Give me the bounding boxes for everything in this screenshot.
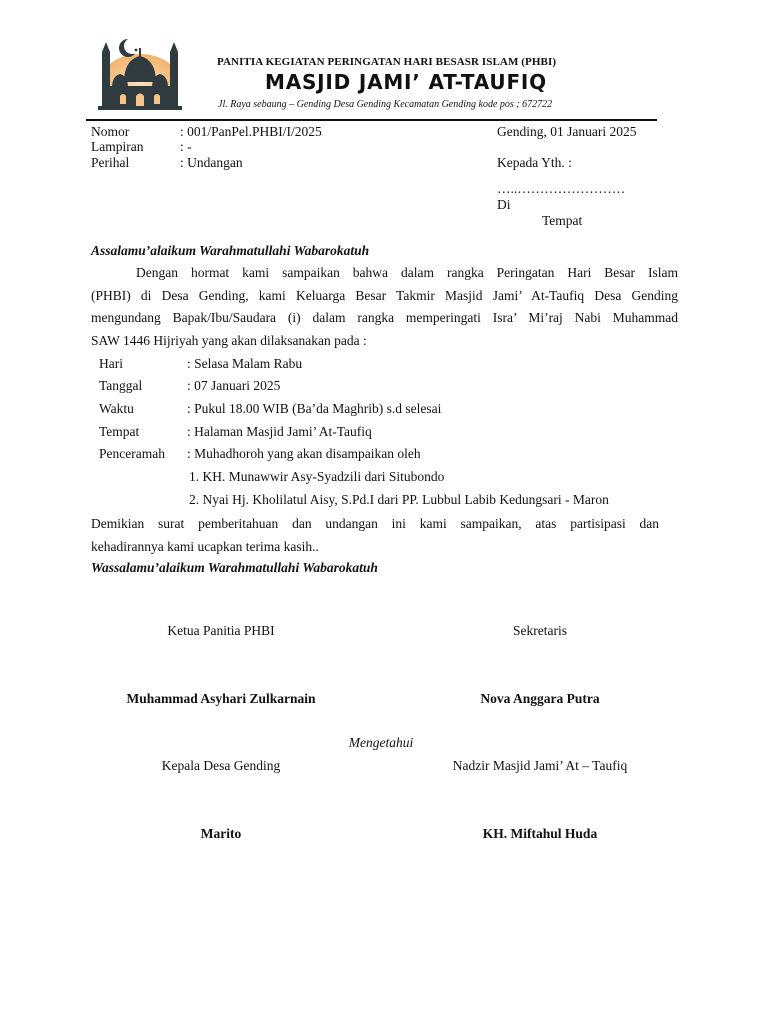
kades-title: Kepala Desa Gending bbox=[161, 758, 281, 773]
mosque-name: MASJID JAMI’ AT-TAUFIQ bbox=[265, 70, 547, 94]
mosque-logo-icon bbox=[92, 36, 188, 112]
perihal-label: Perihal bbox=[91, 155, 130, 170]
ketua-title: Ketua Panitia PHBI bbox=[167, 623, 275, 638]
kepada-label: Kepada Yth. : bbox=[497, 155, 572, 170]
nomor-value: : 001/PanPel.PHBI/I/2025 bbox=[180, 124, 322, 139]
sekretaris-title: Sekretaris bbox=[513, 623, 567, 638]
speaker-item: 1. KH. Munawwir Asy-Syadzili dari Situbondo bbox=[189, 469, 445, 484]
detail-label-hari: Hari bbox=[99, 356, 123, 371]
intro-line: Dengan hormat kami sampaikan bahwa dalam rangka Peringatan Hari Besar Islam bbox=[136, 265, 678, 280]
closing-line: Demikian surat pemberitahuan dan undangan ini kami sampaikan, atas partisipasi dan bbox=[91, 516, 659, 531]
intro-paragraph bbox=[91, 262, 678, 353]
closing-paragraph bbox=[91, 513, 659, 558]
detail-label-tanggal: Tanggal bbox=[99, 378, 143, 393]
detail-value-waktu: : Pukul 18.00 WIB (Ba’da Maghrib) s.d selesai bbox=[187, 401, 442, 416]
detail-value-penceramah: : Muhadhoroh yang akan disampaikan oleh bbox=[187, 446, 421, 461]
lampiran-value: : - bbox=[180, 139, 192, 154]
nadzir-title: Nadzir Masjid Jami’ At – Taufiq bbox=[452, 758, 628, 773]
closing-line: kehadirannya kami ucapkan terima kasih.. bbox=[91, 538, 319, 554]
recipient-dots: …..…………………… bbox=[497, 181, 626, 196]
greeting: Assalamu’alaikum Warahmatullahi Wabarokatuh bbox=[91, 243, 370, 258]
tempat-label: Tempat bbox=[542, 213, 583, 228]
organizer-title: PANITIA KEGIATAN PERINGATAN HARI BESASR ISLAM (PHBI) bbox=[217, 56, 557, 68]
intro-line: SAW 1446 Hijriyah yang akan dilaksanakan pada : bbox=[91, 333, 367, 349]
mengetahui-label: Mengetahui bbox=[348, 735, 414, 750]
header-divider bbox=[86, 119, 657, 121]
salutation: Wassalamu’alaikum Warahmatullahi Wabarokatuh bbox=[91, 560, 378, 575]
intro-line: mengundang Bapak/Ibu/Saudara (i) dalam rangka memperingati Isra’ Mi’raj Nabi Muhammad bbox=[91, 310, 678, 326]
detail-value-tanggal: : 07 Januari 2025 bbox=[187, 378, 281, 393]
detail-label-tempat: Tempat bbox=[99, 424, 140, 439]
ketua-name: Muhammad Asyhari Zulkarnain bbox=[126, 691, 316, 706]
detail-value-tempat: : Halaman Masjid Jami’ At-Taufiq bbox=[187, 424, 372, 439]
nomor-label: Nomor bbox=[91, 124, 130, 139]
di-label: Di bbox=[497, 197, 511, 212]
speaker-item: 2. Nyai Hj. Kholilatul Aisy, S.Pd.I dari PP. Lubbul Labib Kedungsari - Maron bbox=[189, 492, 609, 507]
place-date: Gending, 01 Januari 2025 bbox=[497, 124, 637, 139]
kades-name: Marito bbox=[200, 826, 242, 841]
nadzir-name: KH. Miftahul Huda bbox=[482, 826, 598, 841]
detail-label-waktu: Waktu bbox=[99, 401, 134, 416]
lampiran-label: Lampiran bbox=[91, 139, 144, 154]
detail-value-hari: : Selasa Malam Rabu bbox=[187, 356, 303, 371]
sekretaris-name: Nova Anggara Putra bbox=[480, 691, 600, 706]
address: Jl. Raya sebaung – Gending Desa Gending Kecamatan Gending kode pos ; 672722 bbox=[218, 99, 553, 110]
detail-label-penceramah: Penceramah bbox=[99, 446, 165, 461]
perihal-value: : Undangan bbox=[180, 155, 243, 170]
intro-line: (PHBI) di Desa Gending, kami Keluarga Besar Takmir Masjid Jami’ At-Taufiq Desa Gending bbox=[91, 287, 678, 303]
